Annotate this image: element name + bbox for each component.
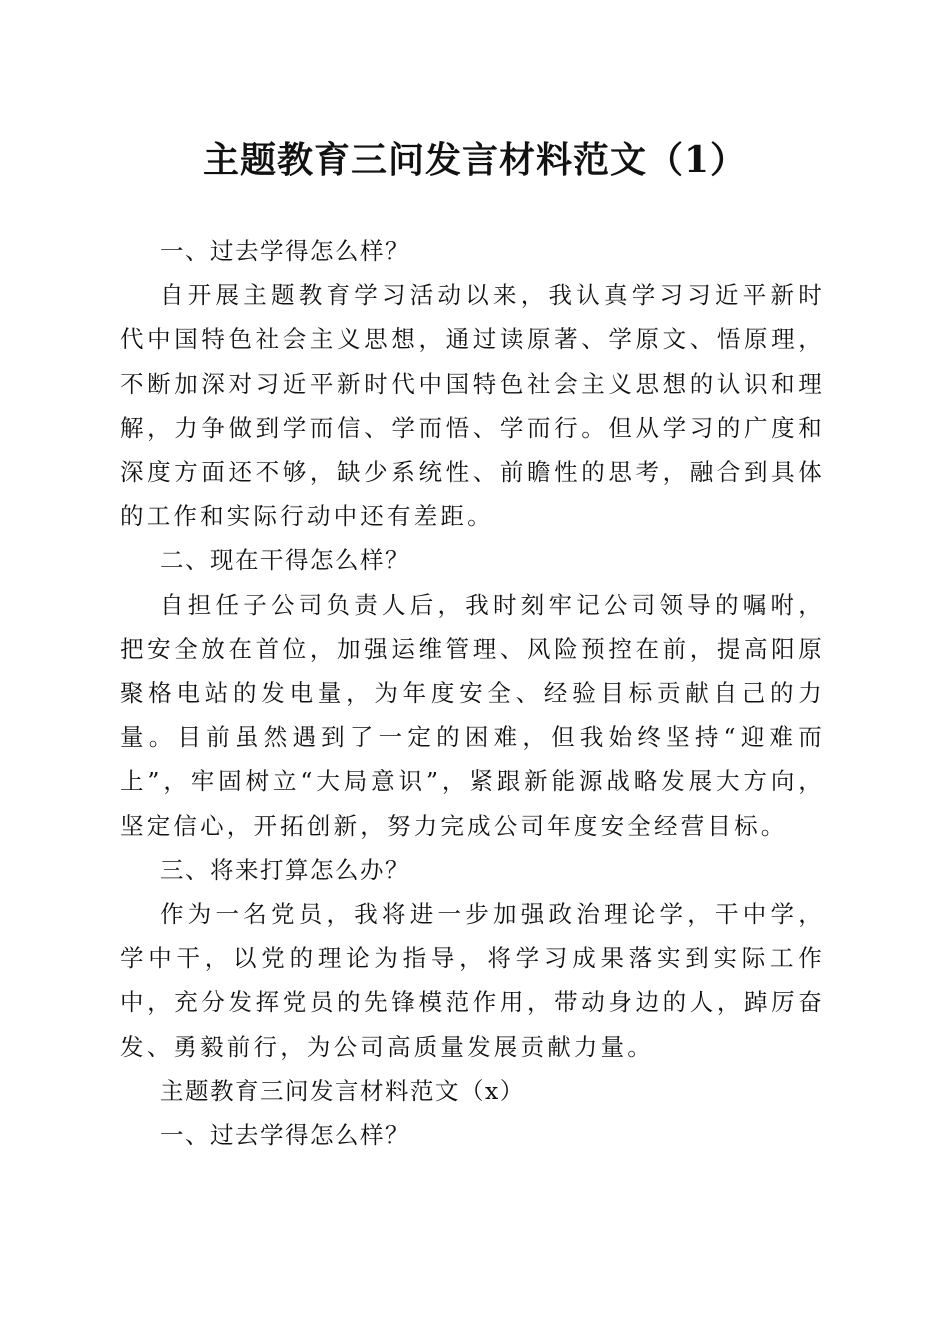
document-body [120, 229, 825, 1157]
next-section-heading: 一、过去学得怎么样？ [160, 1121, 410, 1150]
section-paragraph-3: 作为一名党员，我将进一步加强政治理论学，干中学，学中干，以党的理论为指导，将学习成果落实到实际工作中，充分发挥党员的先锋模范作用，带动身边的人，踔厉奋发、勇毅前行，为公司高质量发展贡献力量。 [120, 900, 825, 1061]
section-paragraph-2: 自担任子公司负责人后，我时刻牢记公司领导的嘱咐，把安全放在首位，加强运维管理、风险预控在前，提高阳原聚格电站的发电量，为年度安全、经验目标贡献自己的力量。目前虽然遇到了一定的困难，但我始终坚持“迎难而上”，牢固树立“大局意识”，紧跟新能源战略发展大方向，坚定信心，开拓创新，努力完成公司年度安全经营目标。 [120, 590, 825, 840]
document-title: 主题教育三问发言材料范文（1） [202, 139, 748, 181]
section-heading-3: 三、将来打算怎么办？ [160, 855, 410, 884]
section-paragraph-1: 自开展主题教育学习活动以来，我认真学习习近平新时代中国特色社会主义思想，通过读原著、学原文、悟原理，不断加深对习近平新时代中国特色社会主义思想的认识和理解，力争做到学而信、学而悟、学而行。但从学习的广度和深度方面还不够，缺少系统性、前瞻性的思考，融合到具体的工作和实际行动中还有差距。 [120, 281, 825, 531]
next-document-title: 主题教育三问发言材料范文（x） [160, 1076, 525, 1105]
section-heading-2: 二、现在干得怎么样？ [160, 546, 410, 575]
section-heading-1: 一、过去学得怎么样？ [160, 237, 410, 265]
